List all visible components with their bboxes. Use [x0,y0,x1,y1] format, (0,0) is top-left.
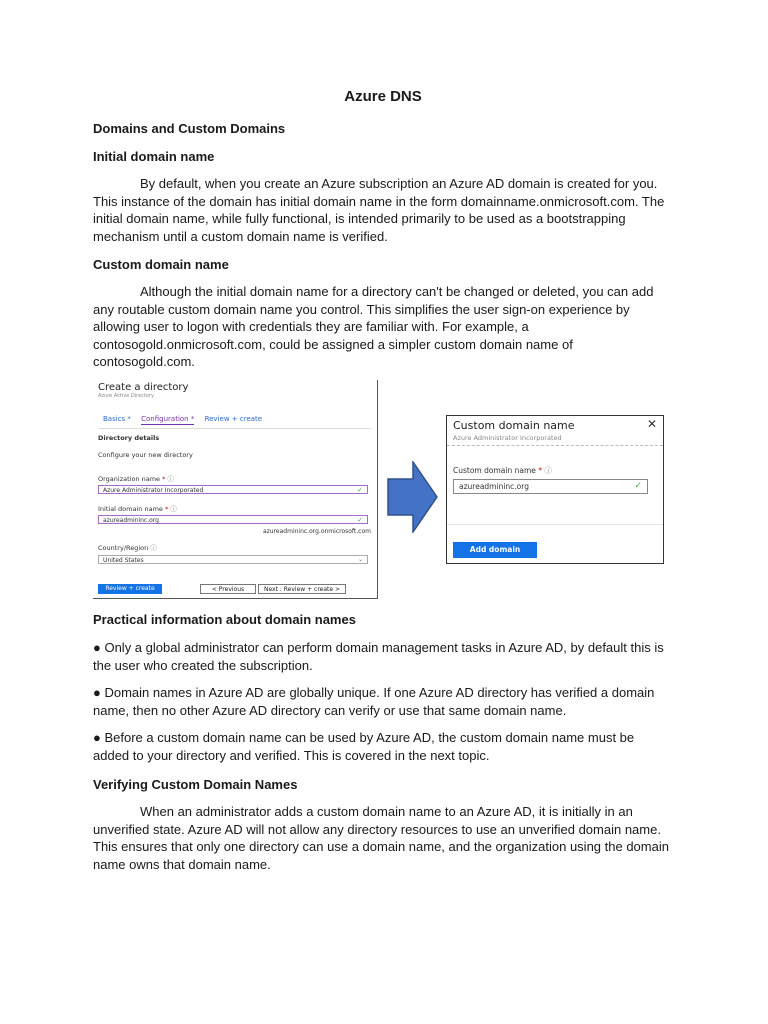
tab-configuration[interactable]: Configuration * [141,415,195,423]
practical-info-heading: Practical information about domain names [93,612,356,627]
org-name-value: Azure Administrator Incorporated [103,487,204,494]
required-mark: * [162,475,166,483]
domain-suffix-text: azureadmininc.org.onmicrosoft.com [262,528,371,535]
configure-text: Configure your new directory [98,451,193,459]
initial-domain-input[interactable] [98,515,368,524]
verifying-heading: Verifying Custom Domain Names [93,777,298,792]
dialog-title: Custom domain name [453,419,575,432]
close-icon[interactable]: ✕ [646,417,657,431]
directory-details-heading: Directory details [98,434,160,442]
divider [447,445,663,446]
custom-domain-label: Custom domain name * ⓘ [453,466,552,475]
initial-domain-paragraph: By default, when you create an Azure subscription an Azure AD domain is created for you. This instance of the domain has initial domain name in the form domainname.onmicrosoft.com. The initial domain name, while fully functional, is intended primarily to be used as a bootstrapping mechanism until a custom domain name is verified. [93,176,665,244]
previous-button[interactable]: < Previous [200,584,256,594]
check-icon: ✓ [634,481,642,491]
bullet-item: ● Only a global administrator can perform domain management tasks in Azure AD, by default this is the user who created the subscription. [93,640,664,673]
country-label: Country/Region ⓘ [98,544,157,552]
check-icon: ✓ [357,486,363,494]
required-mark: * [164,505,169,513]
page-title: Azure DNS [344,88,422,105]
info-icon: ⓘ [544,466,552,475]
divider [98,428,372,429]
review-create-button[interactable]: Review + create [98,584,162,594]
bullet-item: ● Before a custom domain name can be used by Azure AD, the custom domain name must be added to your directory and verified. This is covered in the next topic. [93,730,635,763]
info-icon: ⓘ [170,505,177,513]
chevron-down-icon: ⌄ [357,556,363,563]
required-mark: * [538,466,542,475]
create-directory-tabs [103,415,270,423]
domains-heading: Domains and Custom Domains [93,121,286,136]
info-icon: ⓘ [167,475,174,483]
info-icon: ⓘ [150,544,157,552]
custom-domain-paragraph: Although the initial domain name for a directory can't be changed or deleted, you can add any routable custom domain name you control. This simplifies the user sign-on experience by allowing user to logon with credentials they are familiar with. For example, a contosogold.onmicrosoft.com, could be assigned a simpler custom domain name of contosogold.com. [93,284,654,369]
country-select[interactable] [98,555,368,564]
create-directory-title: Create a directory [98,382,189,393]
custom-domain-value: azureadmininc.org [459,482,529,491]
create-directory-screenshot [93,380,378,599]
divider [447,524,663,525]
add-domain-button[interactable]: Add domain [453,542,537,558]
dialog-subtitle: Azure Administrator Incorporated [453,434,562,442]
custom-domain-dialog [446,415,664,564]
custom-domain-heading: Custom domain name [93,257,229,272]
verifying-paragraph: When an administrator adds a custom domain name to an Azure AD, it is initially in an unverified state. Azure AD will not allow any directory resources to use an unverified domain name. This ensures that only one directory can use a domain name, and the organization using the domain name owns that domain name. [93,804,669,872]
custom-domain-input[interactable] [453,479,648,494]
create-directory-subtitle: Azure Active Directory [98,393,154,399]
initial-domain-label: Initial domain name * ⓘ [98,505,177,513]
org-name-label: Organization name * ⓘ [98,475,174,483]
country-value: United States [103,557,144,564]
org-name-input[interactable] [98,485,368,494]
bullet-item: ● Domain names in Azure AD are globally unique. If one Azure AD directory has verified a domain name, then no other Azure AD directory can verify or use that same domain name. [93,685,655,718]
next-button[interactable]: Next : Review + create > [258,584,346,594]
tab-basics[interactable]: Basics * [103,415,131,423]
arrow-right-icon [387,461,439,533]
initial-domain-value: azureadmininc.org [103,517,159,524]
tab-review-create[interactable]: Review + create [204,415,263,423]
initial-domain-heading: Initial domain name [93,149,215,164]
check-icon: ✓ [357,516,363,524]
